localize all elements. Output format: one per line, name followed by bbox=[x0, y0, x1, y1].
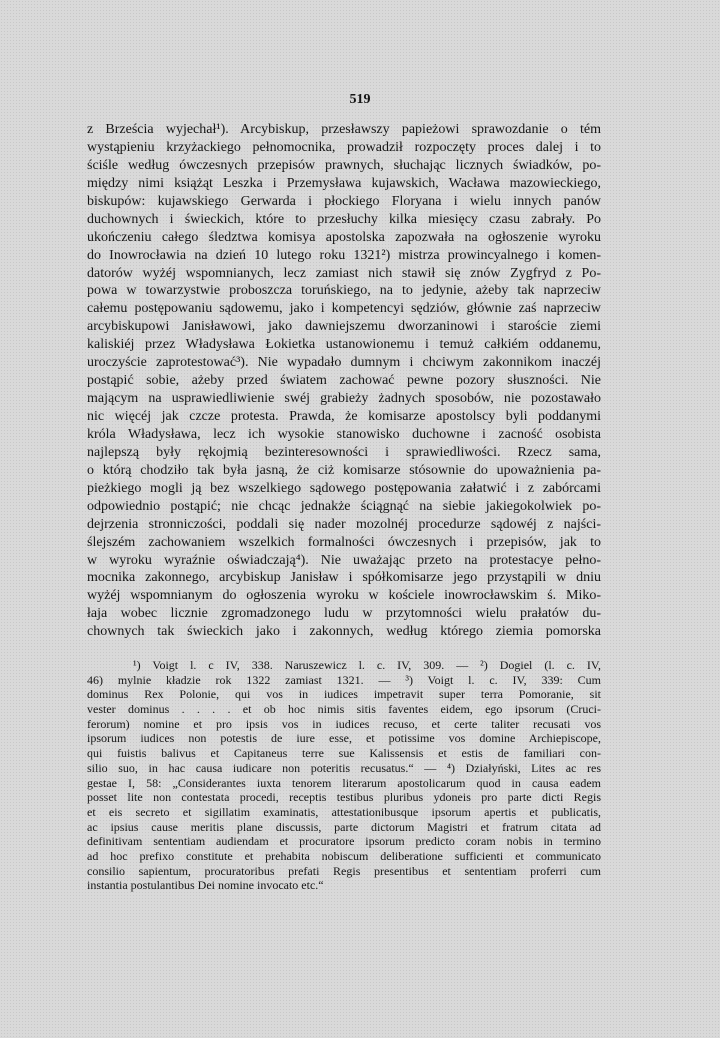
text-line: między nimi książąt Leszka i Przemysława kujawskich, Wacława mazowieckiego, bbox=[87, 175, 601, 191]
main-text-block bbox=[87, 121, 601, 641]
text-line: uroczyście zaprotestować³). Nie wypadało dumnym i chciwym zakonnikom inaczéj bbox=[87, 355, 601, 371]
footnotes-block bbox=[87, 658, 601, 893]
text-line: datorów wyżéj wspomnianych, lecz zamiast nich stawił się znów Zygfryd z Po- bbox=[87, 265, 601, 281]
footnote-line: posset lite non contestata procedi, receptis testibus pluribus ydoneis pro parte dicti Regis bbox=[87, 790, 601, 805]
footnote-line: ipsorum iudices non potestis de iure esse, et potissime vos domine Archiepiscope, bbox=[87, 731, 601, 746]
text-line: całemu postępowaniu sądowemu, jako i kompetencyi sędziów, głównie zaś naprzeciw bbox=[87, 301, 601, 317]
text-line: kaliskiéj przez Władysława Łokietka ustanowionemu i temuż całkiém oddanemu, bbox=[87, 337, 601, 353]
text-line: chownych tak świeckich jako i zakonnych, według którego ziemia pomorska bbox=[87, 624, 601, 640]
text-line: duchownych i świeckich, które to przesłuchy kilka miesięcy czasu zabrały. Po bbox=[87, 211, 601, 227]
text-line: w wyroku wyraźnie oświadczają⁴). Nie uważając przeto na protestacye pełno- bbox=[87, 552, 601, 568]
footnote-line: instantia postulantibus Dei nomine invocato etc.“ bbox=[87, 878, 324, 893]
footnote-line: qui fuistis balivus et Capitaneus terre sue Kalissensis et estis de familiari con- bbox=[87, 746, 601, 761]
footnote-line: dominus Rex Polonie, qui vos in iudices impetravit super terra Pomoranie, sit bbox=[87, 687, 601, 702]
text-line: króla Władysława, lecz ich wysokie stanowisko duchowne i zacność osobista bbox=[87, 426, 601, 442]
text-line: dejrzenia stronniczości, poddali się nader mozolnéj procedurze sądowéj z najści- bbox=[87, 516, 601, 532]
text-line: najlepszą były rękojmią bezinteresowności i sprawiedliwości. Rzecz sama, bbox=[87, 444, 601, 460]
page-number: 519 bbox=[349, 92, 371, 107]
text-line: mocnika zakonnego, arcybiskup Janisław i spółkomisarze jego przystąpili w dniu bbox=[87, 570, 601, 586]
footnote-line: ac ipsius cause meritis plane discussis, parte dictorum Magistri et fratrum citata ad bbox=[87, 819, 601, 834]
footnote-line: ¹) Voigt l. c IV, 338. Naruszewicz l. c. IV, 309. — ²) Dogiel (l. c. IV, bbox=[133, 658, 601, 672]
footnote-line: definitivam sententiam audiendam et procuratore ipsorum predicto coram nobis in termino bbox=[87, 834, 601, 849]
text-line: wyżéj wspomnianym do ogłoszenia wyroku w kościele inowrocławskim ś. Miko- bbox=[87, 588, 601, 604]
text-line: pieżkiego mogli ją bez wszelkiego sądowego postępowania załatwić i z zabórcami bbox=[87, 480, 601, 496]
text-line: postąpić sobie, ażeby przed światem zachować pewne pozory słuszności. Nie bbox=[87, 373, 601, 389]
text-line: ukończeniu całego śledztwa komisya apostolska zapozwała na ogłoszenie wyroku bbox=[87, 229, 601, 245]
footnote-line: ferorum) nomine et pro ipsis vos in iudices recuso, et certe taliter recusati vos bbox=[87, 716, 601, 731]
text-line: ślejszém zachowaniem wszelkich formalności ówczesnych i przepisów, jak to bbox=[87, 534, 601, 550]
text-line: mającym na usprawiedliwienie swéj grabieży żadnych sposobów, nie pozostawało bbox=[87, 391, 601, 407]
footnote-line: ad hoc prefixo constitute et prehabita nobiscum deliberatione sufficienti et communicato bbox=[87, 848, 601, 863]
text-line: ściśle według ówczesnych przepisów prawnych, słuchając licznych świadków, po- bbox=[87, 157, 601, 173]
text-line: do Inowrocławia na dzień 10 lutego roku 1321²) mistrza prowincyalnego i komen- bbox=[87, 247, 601, 263]
footnote-line: vester dominus . . . . et ob hoc nimis sitis faventes eidem, ego ipsorum (Cruci- bbox=[87, 702, 601, 717]
footnote-line: et eis secreto et sigillatim examinatis, attestationibusque ipsorum apertis et publicatis, bbox=[87, 804, 601, 819]
footnote-line: 46) mylnie kładzie rok 1322 zamiast 1321. — ³) Voigt l. c. IV, 339: Cum bbox=[87, 672, 601, 687]
text-line: z Brześcia wyjechał¹). Arcybiskup, przesławszy papieżowi sprawozdanie o tém bbox=[87, 122, 601, 137]
text-line: o którą chodziło tak była jasną, że ciż komisarze stósownie do upoważnienia pa- bbox=[87, 462, 601, 478]
text-line: odpowiednio postąpić; nie chcąc jednakże ściągnąć na siebie jakiegokolwiek po- bbox=[87, 498, 601, 514]
text-line: arcybiskupowi Janisławowi, jako dawniejszemu dworzaninowi i staroście ziemi bbox=[87, 319, 601, 335]
footnote-line: gestae I, 58: „Considerantes iuxta tenorem literarum apostolicarum quod in causa eadem bbox=[87, 775, 601, 790]
footnote-line: consilio sapientum, procuratoribus prefati Regis presentibus et sententiam proferri cum bbox=[87, 863, 601, 878]
text-line: biskupów: kujawskiego Gerwarda i płockiego Floryana i wielu innych panów bbox=[87, 193, 601, 209]
text-line: wystąpieniu krzyżackiego pełnomocnika, prowadził rozpoczęty proces dalej i to bbox=[87, 139, 601, 155]
text-line: łaja wobec licznie zgromadzonego ludu w przytomności wielu prałatów du- bbox=[87, 606, 601, 622]
text-line: nic więcéj jak czcze protesta. Prawda, że komisarze apostolscy byli poddanymi bbox=[87, 409, 601, 424]
text-line: powa w towarzystwie proboszcza toruńskiego, na to jedynie, ażeby tak naprzeciw bbox=[87, 283, 601, 299]
footnote-line: silio suo, in hac causa iudicare non poteritis recusatus.“ — ⁴) Działyński, Lites ac res bbox=[87, 760, 601, 775]
